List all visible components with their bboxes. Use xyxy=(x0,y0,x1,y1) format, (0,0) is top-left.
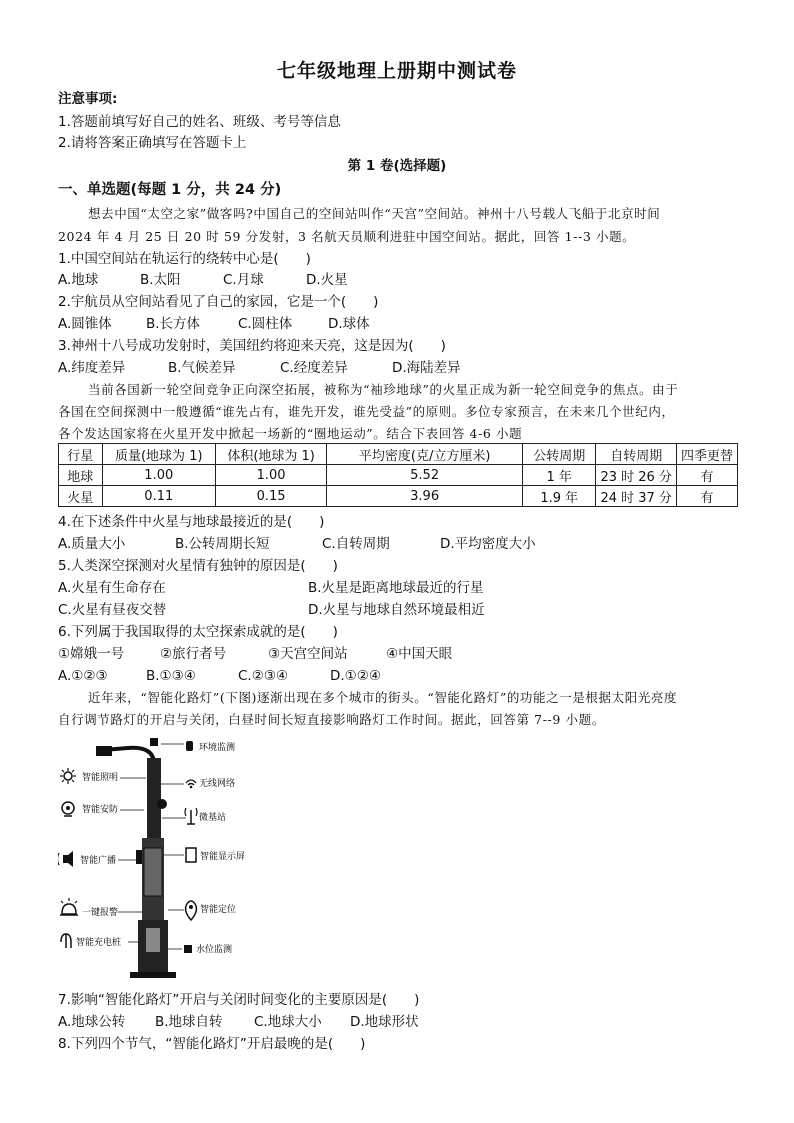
list-item: ③天宫空间站 xyxy=(268,646,348,662)
table-header-cell: 公转周期 xyxy=(522,444,595,465)
table-row xyxy=(59,486,738,507)
passage-line: 想去中国“太空之家”做客吗?中国自己的空间站叫作“天宫”空间站。神州十八号载人飞船于北京时间 xyxy=(88,206,661,221)
list-item: ④中国天眼 xyxy=(386,646,453,662)
security-camera-icon xyxy=(62,802,74,816)
passage-line: 当前各国新一轮空间竞争正向深空拓展，被称为“袖珍地球”的火星正成为新一轮空间竞争的焦点。由于 xyxy=(88,382,679,397)
table-cell: 1.00 xyxy=(215,465,326,486)
list-item: ①嫦娥一号 xyxy=(58,646,125,662)
question-stem: 1.中国空间站在轨运行的绕转中心是( ) xyxy=(58,251,311,267)
display-screen-icon xyxy=(144,848,162,896)
label-micro-base-station: 微基站 xyxy=(199,813,227,823)
option-c[interactable]: C.自转周期 xyxy=(322,536,390,552)
option-a[interactable]: A.地球公转 xyxy=(58,1014,126,1030)
water-level-icon xyxy=(184,945,192,953)
label-alarm: 一键报警 xyxy=(82,908,119,918)
wifi-icon xyxy=(186,780,196,788)
table-header-cell: 行星 xyxy=(59,444,103,465)
option-b[interactable]: B.长方体 xyxy=(146,316,201,332)
location-pin-icon xyxy=(186,901,197,920)
label-wireless-network: 无线网络 xyxy=(199,779,236,789)
option-b[interactable]: B.①③④ xyxy=(146,668,196,684)
label-smart-display: 智能显示屏 xyxy=(200,852,246,862)
label-smart-positioning: 智能定位 xyxy=(200,905,237,915)
part-title: 第 1 卷(选择题) xyxy=(347,158,447,174)
option-a[interactable]: A.圆锥体 xyxy=(58,316,112,332)
option-b[interactable]: B.火星是距离地球最近的行星 xyxy=(308,580,484,596)
passage-line: 各个发达国家将在火星开发中掀起一场新的“圈地运动”。结合下表回答 4-6 小题 xyxy=(58,426,523,441)
notice-heading: 注意事项: xyxy=(58,91,118,107)
label-smart-security: 智能安防 xyxy=(82,805,119,815)
table-cell: 有 xyxy=(676,465,737,486)
option-d[interactable]: D.地球形状 xyxy=(350,1014,419,1030)
option-a[interactable]: A.火星有生命存在 xyxy=(58,580,166,596)
list-item: ②旅行者号 xyxy=(160,646,227,662)
question-stem: 6.下列属于我国取得的太空探索成就的是( ) xyxy=(58,624,338,640)
section-title: 一、单选题(每题 1 分，共 24 分) xyxy=(58,182,282,198)
planet-table xyxy=(58,443,738,507)
table-cell: 5.52 xyxy=(327,465,523,486)
sun-icon xyxy=(60,768,76,784)
table-cell: 0.11 xyxy=(102,486,215,507)
option-c[interactable]: C.②③④ xyxy=(238,668,289,684)
option-b[interactable]: B.地球自转 xyxy=(155,1014,223,1030)
streetlight-diagram xyxy=(58,738,268,983)
table-header-cell: 自转周期 xyxy=(596,444,676,465)
table-header-cell: 质量(地球为 1) xyxy=(102,444,215,465)
option-b[interactable]: B.公转周期长短 xyxy=(175,536,270,552)
table-cell: 有 xyxy=(676,486,737,507)
passage-line: 2024 年 4 月 25 日 20 时 59 分发射，3 名航天员顺利进驻中国空间站。据此，回答 1--3 小题。 xyxy=(58,229,636,244)
table-cell: 地球 xyxy=(59,465,103,486)
table-header-cell: 四季更替 xyxy=(676,444,737,465)
option-b[interactable]: B.气候差异 xyxy=(168,360,236,376)
camera-icon xyxy=(157,799,167,809)
passage-line: 自行调节路灯的开启与关闭，白昼时间长短直接影响路灯工作时间。据此，回答第 7--9 小题。 xyxy=(58,712,605,727)
option-a[interactable]: A.质量大小 xyxy=(58,536,126,552)
notice-item: 2.请将答案正确填写在答题卡上 xyxy=(58,135,247,151)
passage-line: 近年来，“智能化路灯”(下图)逐渐出现在多个城市的街头。“智能化路灯”的功能之一是根据太阳光亮度 xyxy=(88,690,678,705)
option-a[interactable]: A.①②③ xyxy=(58,668,108,684)
question-stem: 5.人类深空探测对火星情有独钟的原因是( ) xyxy=(58,558,338,574)
table-cell: 1.9 年 xyxy=(522,486,595,507)
option-d[interactable]: D.①②④ xyxy=(330,668,381,684)
question-stem: 3.神州十八号成功发射时，美国纽约将迎来天亮，这是因为( ) xyxy=(58,338,446,354)
env-monitor-icon xyxy=(186,741,193,751)
option-c[interactable]: C.圆柱体 xyxy=(238,316,293,332)
table-header-cell: 平均密度(克/立方厘米) xyxy=(327,444,523,465)
lamp-head-icon xyxy=(96,746,112,756)
option-c[interactable]: C.月球 xyxy=(223,272,264,288)
pole-foot xyxy=(130,972,176,978)
option-a[interactable]: A.地球 xyxy=(58,272,99,288)
screen-icon xyxy=(186,848,196,862)
option-c[interactable]: C.经度差异 xyxy=(280,360,348,376)
label-water-level: 水位监测 xyxy=(196,945,233,955)
smart-streetlight-figure xyxy=(58,738,268,983)
charging-port-icon xyxy=(146,928,160,952)
question-stem: 8.下列四个节气，“智能化路灯”开启最晚的是( ) xyxy=(58,1036,366,1052)
option-d[interactable]: D.平均密度大小 xyxy=(440,536,536,552)
table-cell: 3.96 xyxy=(327,486,523,507)
passage-line: 各国在空间探测中一般遵循“谁先占有，谁先开发，谁先受益”的原则。多位专家预言，在未来几个世纪内， xyxy=(58,404,675,419)
label-charging-pile: 智能充电桩 xyxy=(76,938,122,948)
speaker-icon xyxy=(136,850,142,864)
table-cell: 24 时 37 分 xyxy=(596,486,676,507)
charging-pile-icon xyxy=(61,934,71,948)
option-d[interactable]: D.海陆差异 xyxy=(392,360,461,376)
broadcast-icon xyxy=(58,851,73,867)
table-cell: 0.15 xyxy=(215,486,326,507)
table-row xyxy=(59,465,738,486)
table-header-row xyxy=(59,444,738,465)
option-c[interactable]: C.火星有昼夜交替 xyxy=(58,602,167,618)
table-cell: 1 年 xyxy=(522,465,595,486)
option-d[interactable]: D.球体 xyxy=(328,316,370,332)
question-stem: 4.在下述条件中火星与地球最接近的是( ) xyxy=(58,514,325,530)
label-env-monitor: 环境监测 xyxy=(199,743,236,753)
option-d[interactable]: D.火星与地球自然环境最相近 xyxy=(308,602,485,618)
table-cell: 1.00 xyxy=(102,465,215,486)
sensor-icon xyxy=(150,738,158,746)
option-a[interactable]: A.纬度差异 xyxy=(58,360,126,376)
table-cell: 火星 xyxy=(59,486,103,507)
base-station-icon xyxy=(185,808,197,824)
pole-upper xyxy=(147,758,161,838)
notice-item: 1.答题前填写好自己的姓名、班级、考号等信息 xyxy=(58,114,341,130)
question-stem: 2.宇航员从空间站看见了自己的家园，它是一个( ) xyxy=(58,294,379,310)
alarm-icon xyxy=(60,898,78,915)
exam-title: 七年级地理上册期中测试卷 xyxy=(276,60,517,82)
option-c[interactable]: C.地球大小 xyxy=(254,1014,322,1030)
table-cell: 23 时 26 分 xyxy=(596,465,676,486)
table-header-cell: 体积(地球为 1) xyxy=(215,444,326,465)
label-smart-lighting: 智能照明 xyxy=(82,773,119,783)
question-stem: 7.影响“智能化路灯”开启与关闭时间变化的主要原因是( ) xyxy=(58,992,420,1008)
label-smart-broadcast: 智能广播 xyxy=(80,856,117,866)
option-b[interactable]: B.太阳 xyxy=(140,272,181,288)
option-d[interactable]: D.火星 xyxy=(306,272,348,288)
